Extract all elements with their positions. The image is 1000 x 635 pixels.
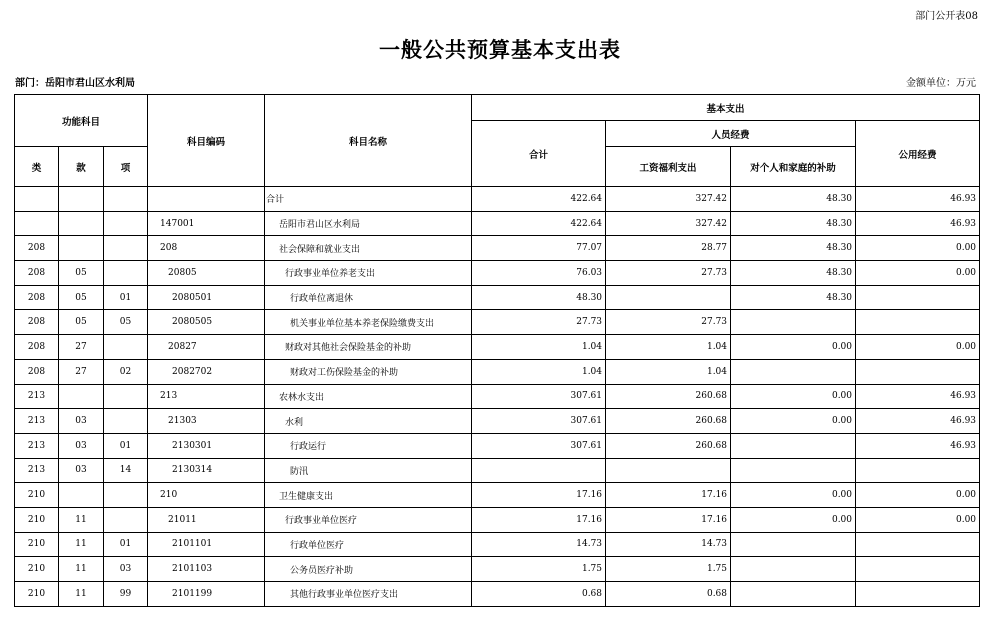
cell-public	[856, 532, 980, 557]
header-personnel: 人员经费	[606, 121, 856, 147]
cell-public: 0.00	[856, 236, 980, 261]
cell-lei: 208	[15, 236, 59, 261]
cell-kuan: 05	[59, 261, 104, 286]
cell-lei: 210	[15, 557, 59, 582]
cell-xiang: 01	[104, 285, 148, 310]
cell-subsidy	[731, 582, 856, 607]
header-public-expense: 公用经费	[856, 121, 980, 187]
cell-xiang: 05	[104, 310, 148, 335]
cell-kuan: 03	[59, 458, 104, 483]
cell-salary: 327.42	[606, 211, 731, 236]
cell-xiang	[104, 236, 148, 261]
table-row	[15, 582, 980, 607]
cell-kuan: 27	[59, 359, 104, 384]
cell-code: 21303	[148, 409, 265, 434]
cell-subsidy	[731, 310, 856, 335]
department-label: 部门：岳阳市君山区水利局	[15, 78, 135, 89]
cell-kuan	[59, 211, 104, 236]
cell-total	[472, 458, 606, 483]
cell-name: 岳阳市君山区水利局	[265, 211, 472, 236]
cell-lei: 213	[15, 458, 59, 483]
cell-lei: 210	[15, 507, 59, 532]
cell-xiang	[104, 483, 148, 508]
cell-subsidy: 0.00	[731, 483, 856, 508]
cell-total: 27.73	[472, 310, 606, 335]
cell-lei: 208	[15, 261, 59, 286]
cell-name: 防汛	[265, 458, 472, 483]
cell-code: 147001	[148, 211, 265, 236]
cell-kuan: 03	[59, 409, 104, 434]
cell-name: 其他行政事业单位医疗支出	[265, 582, 472, 607]
cell-code: 210	[148, 483, 265, 508]
cell-salary: 1.04	[606, 359, 731, 384]
cell-subsidy	[731, 532, 856, 557]
cell-public: 46.93	[856, 187, 980, 212]
cell-public: 0.00	[856, 335, 980, 360]
cell-lei: 213	[15, 409, 59, 434]
table-row	[15, 261, 980, 286]
cell-salary: 17.16	[606, 507, 731, 532]
cell-total: 17.16	[472, 483, 606, 508]
cell-lei	[15, 187, 59, 212]
cell-total: 307.61	[472, 409, 606, 434]
cell-subsidy	[731, 433, 856, 458]
table-header	[15, 95, 980, 187]
cell-name: 公务员医疗补助	[265, 557, 472, 582]
page-title: 一般公共预算基本支出表	[379, 37, 621, 62]
cell-salary: 327.42	[606, 187, 731, 212]
cell-kuan	[59, 384, 104, 409]
budget-table	[14, 94, 980, 607]
header-kuan: 款	[59, 147, 104, 187]
cell-total: 307.61	[472, 433, 606, 458]
form-number: 部门公开表08	[915, 11, 978, 22]
cell-name: 财政对工伤保险基金的补助	[265, 359, 472, 384]
header-basic-expenditure: 基本支出	[472, 95, 980, 121]
cell-lei	[15, 211, 59, 236]
cell-public: 46.93	[856, 211, 980, 236]
table-row	[15, 507, 980, 532]
cell-total: 48.30	[472, 285, 606, 310]
table-row	[15, 310, 980, 335]
cell-public: 0.00	[856, 507, 980, 532]
cell-code: 2101199	[148, 582, 265, 607]
cell-total: 0.68	[472, 582, 606, 607]
cell-kuan	[59, 483, 104, 508]
cell-xiang	[104, 261, 148, 286]
cell-total: 17.16	[472, 507, 606, 532]
cell-xiang	[104, 384, 148, 409]
table-row	[15, 335, 980, 360]
cell-code: 208	[148, 236, 265, 261]
cell-name: 财政对其他社会保险基金的补助	[265, 335, 472, 360]
cell-code: 2101103	[148, 557, 265, 582]
cell-name: 行政运行	[265, 433, 472, 458]
table-body	[15, 187, 980, 607]
cell-kuan	[59, 187, 104, 212]
cell-kuan: 11	[59, 532, 104, 557]
cell-lei: 213	[15, 384, 59, 409]
cell-subsidy: 48.30	[731, 236, 856, 261]
cell-subsidy: 48.30	[731, 187, 856, 212]
cell-name: 行政事业单位养老支出	[265, 261, 472, 286]
cell-salary: 27.73	[606, 261, 731, 286]
cell-salary: 0.68	[606, 582, 731, 607]
cell-salary: 27.73	[606, 310, 731, 335]
cell-subsidy: 48.30	[731, 261, 856, 286]
cell-xiang	[104, 187, 148, 212]
cell-salary: 1.04	[606, 335, 731, 360]
cell-salary: 14.73	[606, 532, 731, 557]
cell-lei: 208	[15, 359, 59, 384]
cell-code: 213	[148, 384, 265, 409]
cell-lei: 210	[15, 532, 59, 557]
cell-public	[856, 285, 980, 310]
header-code: 科目编码	[148, 95, 265, 187]
cell-xiang	[104, 409, 148, 434]
cell-name: 合计	[265, 187, 472, 212]
header-name: 科目名称	[265, 95, 472, 187]
cell-code: 2082702	[148, 359, 265, 384]
cell-kuan: 11	[59, 582, 104, 607]
cell-code: 20805	[148, 261, 265, 286]
cell-subsidy	[731, 359, 856, 384]
cell-code: 2130314	[148, 458, 265, 483]
cell-kuan: 05	[59, 310, 104, 335]
table-row	[15, 458, 980, 483]
cell-salary: 1.75	[606, 557, 731, 582]
header-salary: 工资福利支出	[606, 147, 731, 187]
cell-subsidy: 48.30	[731, 211, 856, 236]
cell-lei: 210	[15, 483, 59, 508]
cell-public	[856, 359, 980, 384]
header-subsidy: 对个人和家庭的补助	[731, 147, 856, 187]
cell-subsidy: 0.00	[731, 409, 856, 434]
cell-public	[856, 458, 980, 483]
cell-public	[856, 582, 980, 607]
cell-name: 水利	[265, 409, 472, 434]
cell-lei: 208	[15, 335, 59, 360]
cell-total: 422.64	[472, 211, 606, 236]
table-row	[15, 557, 980, 582]
cell-salary: 260.68	[606, 384, 731, 409]
cell-salary	[606, 458, 731, 483]
cell-name: 行政事业单位医疗	[265, 507, 472, 532]
cell-total: 76.03	[472, 261, 606, 286]
cell-xiang: 14	[104, 458, 148, 483]
cell-subsidy	[731, 458, 856, 483]
cell-kuan	[59, 236, 104, 261]
amount-unit-label: 金额单位：万元	[906, 78, 976, 89]
cell-name: 行政单位离退休	[265, 285, 472, 310]
cell-xiang	[104, 335, 148, 360]
cell-salary	[606, 285, 731, 310]
cell-total: 1.04	[472, 359, 606, 384]
table-row	[15, 433, 980, 458]
cell-code: 2080501	[148, 285, 265, 310]
cell-code: 20827	[148, 335, 265, 360]
cell-xiang	[104, 507, 148, 532]
header-xiang: 项	[104, 147, 148, 187]
cell-subsidy	[731, 557, 856, 582]
cell-name: 农林水支出	[265, 384, 472, 409]
cell-kuan: 05	[59, 285, 104, 310]
cell-kuan: 11	[59, 557, 104, 582]
cell-public	[856, 310, 980, 335]
cell-subsidy: 0.00	[731, 384, 856, 409]
cell-public: 46.93	[856, 409, 980, 434]
cell-total: 77.07	[472, 236, 606, 261]
table-row	[15, 359, 980, 384]
table-row	[15, 285, 980, 310]
cell-xiang: 01	[104, 433, 148, 458]
table-row	[15, 187, 980, 212]
cell-name: 行政单位医疗	[265, 532, 472, 557]
cell-name: 社会保障和就业支出	[265, 236, 472, 261]
cell-code: 2130301	[148, 433, 265, 458]
cell-subsidy: 48.30	[731, 285, 856, 310]
table-row	[15, 236, 980, 261]
cell-subsidy: 0.00	[731, 335, 856, 360]
cell-salary: 17.16	[606, 483, 731, 508]
cell-code	[148, 187, 265, 212]
table-row	[15, 384, 980, 409]
cell-total: 14.73	[472, 532, 606, 557]
cell-public: 0.00	[856, 261, 980, 286]
cell-kuan: 11	[59, 507, 104, 532]
cell-kuan: 27	[59, 335, 104, 360]
cell-public: 46.93	[856, 384, 980, 409]
cell-total: 1.75	[472, 557, 606, 582]
table-row	[15, 532, 980, 557]
cell-lei: 208	[15, 310, 59, 335]
cell-code: 21011	[148, 507, 265, 532]
cell-public	[856, 557, 980, 582]
table-row	[15, 211, 980, 236]
cell-xiang: 02	[104, 359, 148, 384]
cell-lei: 208	[15, 285, 59, 310]
cell-total: 422.64	[472, 187, 606, 212]
cell-public: 0.00	[856, 483, 980, 508]
cell-kuan: 03	[59, 433, 104, 458]
cell-public: 46.93	[856, 433, 980, 458]
table-row	[15, 483, 980, 508]
header-lei: 类	[15, 147, 59, 187]
cell-name: 机关事业单位基本养老保险缴费支出	[265, 310, 472, 335]
cell-xiang: 99	[104, 582, 148, 607]
cell-salary: 260.68	[606, 433, 731, 458]
cell-total: 307.61	[472, 384, 606, 409]
cell-xiang: 03	[104, 557, 148, 582]
cell-salary: 260.68	[606, 409, 731, 434]
cell-code: 2101101	[148, 532, 265, 557]
cell-code: 2080505	[148, 310, 265, 335]
cell-xiang	[104, 211, 148, 236]
header-total: 合计	[472, 121, 606, 187]
cell-total: 1.04	[472, 335, 606, 360]
cell-lei: 213	[15, 433, 59, 458]
cell-xiang: 01	[104, 532, 148, 557]
header-func-subject: 功能科目	[15, 95, 148, 147]
cell-name: 卫生健康支出	[265, 483, 472, 508]
cell-subsidy: 0.00	[731, 507, 856, 532]
table-row	[15, 409, 980, 434]
cell-lei: 210	[15, 582, 59, 607]
cell-salary: 28.77	[606, 236, 731, 261]
